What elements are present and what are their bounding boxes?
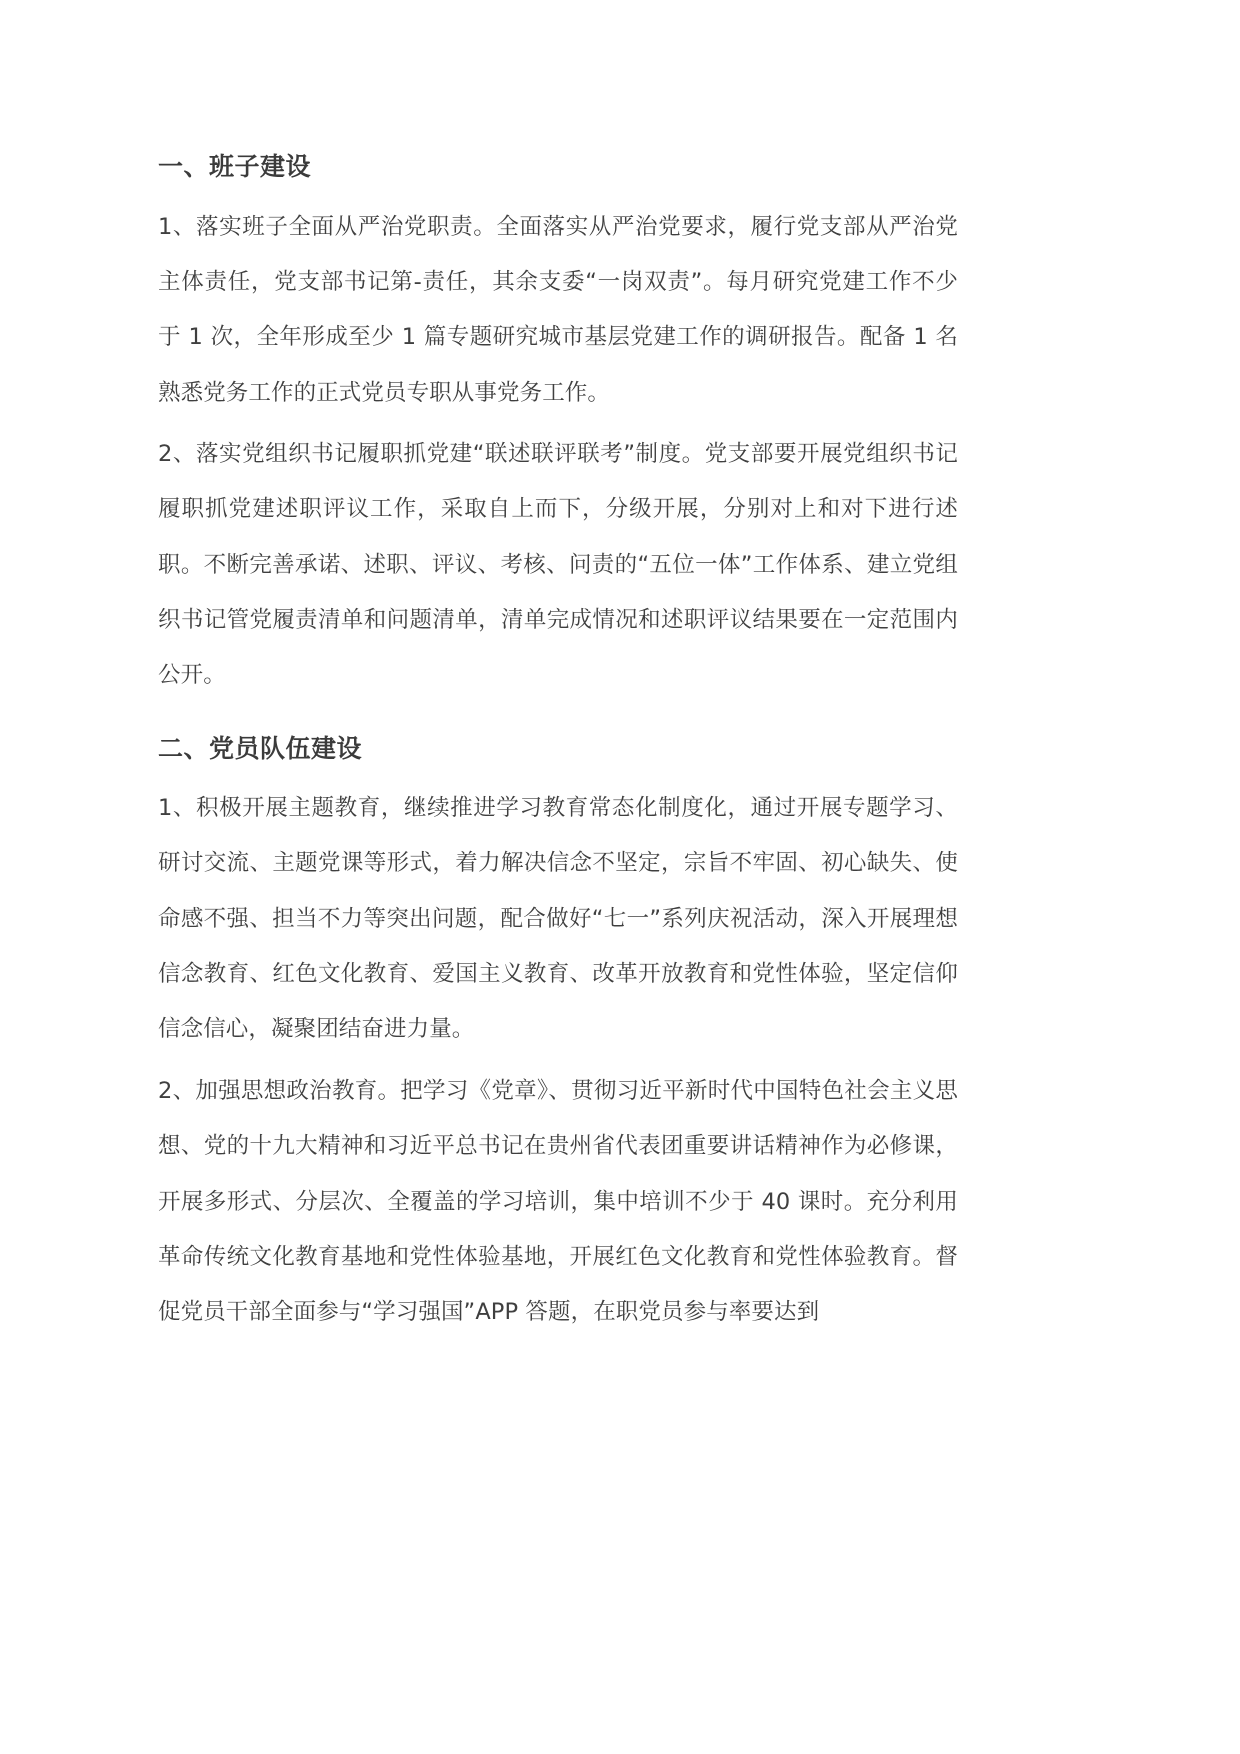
paragraph-2-1: 1、积极开展主题教育，继续推进学习教育常态化制度化，通过开展专题学习、研讨交流、主题党课等形式，着力解决信念不坚定，宗旨不牢固、初心缺失、使命感不强、担当不力等突出问题，配合做好“七一”系列庆祝活动，深入开展理想信念教育、红色文化教育、爱国主义教育、改革开放教育和党性体验，坚定信仰信念信心，凝聚团结奋进力量。 (158, 795, 958, 1043)
paragraph-1-1: 1、落实班子全面从严治党职责。全面落实从严治党要求，履行党支部从严治党主体责任，党支部书记第-责任，其余支委“一岗双责”。每月研究党建工作不少于 1 次，全年形成至少 1 篇专题研究城市基层党建工作的调研报告。配备 1 名熟悉党务工作的正式党员专职从事党务工作。 (158, 213, 958, 406)
paragraph-1-2: 2、落实党组织书记履职抓党建“联述联评联考”制度。党支部要开展党组织书记履职抓党建述职评议工作，采取自上而下，分级开展，分别对上和对下进行述职。不断完善承诺、述职、评议、考核、问责的“五位一体”工作体系、建立党组织书记管党履责清单和问题清单，清单完成情况和述职评议结果要在一定范围内公开。 (158, 440, 958, 689)
section-body-2 (158, 781, 958, 1340)
section-dang-yuan-dui-wu-jian-she (158, 730, 958, 1341)
paragraph-2-2: 2、加强思想政治教育。把学习《党章》、贯彻习近平新时代中国特色社会主义思想、党的十九大精神和习近平总书记在贵州省代表团重要讲话精神作为必修课，开展多形式、分层次、全覆盖的学习培训，集中培训不少于 40 课时。充分利用革命传统文化教育基地和党性体验基地，开展红色文化教育和党性体验教育。督促党员干部全面参与“学习强国”APP 答题，在职党员参与率要达到 (158, 1077, 958, 1326)
section-heading-1: 一、班子建设 (158, 152, 312, 181)
section-ban-zi-jian-she (158, 148, 958, 704)
section-heading-2: 二、党员队伍建设 (158, 733, 363, 763)
document-content (158, 148, 958, 1341)
section-body-1 (158, 200, 958, 704)
